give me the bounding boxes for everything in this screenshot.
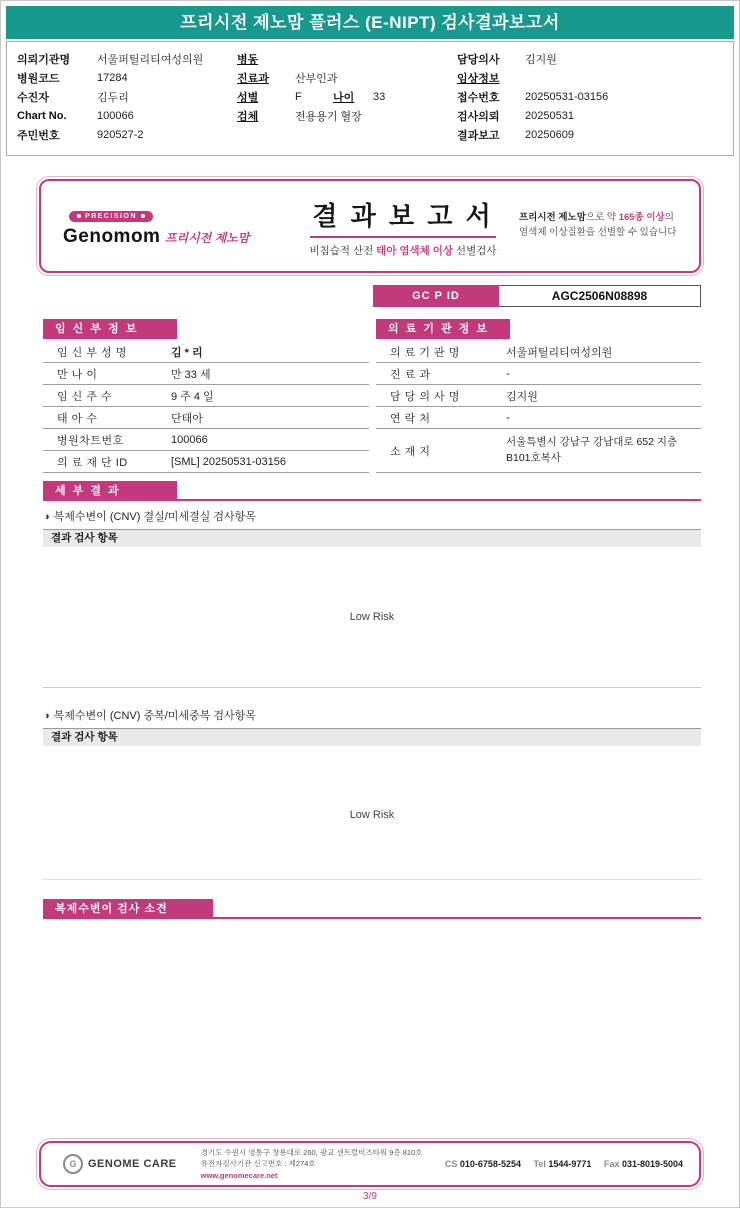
field-requesting-org: 의뢰기관명 서울퍼틸리티여성의원 bbox=[17, 53, 204, 66]
brand-name: Genomom bbox=[63, 226, 161, 247]
footer-address-line2: 유전자검사기관 신고번호 : 제274호 bbox=[200, 1159, 316, 1169]
table-row: 담 당 의 사 명 김지원 bbox=[376, 385, 701, 407]
fax-number: 031-8019-5004 bbox=[621, 1159, 683, 1169]
field-hospital-code: 병원코드 17284 bbox=[17, 71, 128, 85]
patient-header-col-right bbox=[457, 49, 729, 144]
field-test-request-date: 검사의뢰 20250531 bbox=[457, 109, 574, 123]
tel-label: Tel bbox=[533, 1159, 546, 1169]
title-underline bbox=[310, 236, 496, 238]
genomecare-logo-text: GENOME CARE bbox=[88, 1158, 177, 1170]
field-doctor: 담당의사 김지원 bbox=[457, 53, 557, 66]
half-circle-icon: ◑ bbox=[43, 511, 50, 523]
table-row: 태 아 수 단태아 bbox=[43, 407, 369, 429]
gcpid-value: AGC2506N08898 bbox=[499, 285, 701, 307]
field-chart-no: Chart No. 100066 bbox=[17, 109, 134, 122]
table-row: 만 나 이 만 33 세 bbox=[43, 363, 369, 385]
clinic-info-header: 의 료 기 관 정 보 bbox=[376, 319, 510, 339]
genomom-logo bbox=[63, 205, 253, 248]
table-row: 임 신 주 수 9 주 4 일 bbox=[43, 385, 369, 407]
table-row: 의 료 기 관 명 서울퍼틸리티여성의원 bbox=[376, 341, 701, 363]
brand-name-korean: 프리시전 제노맘 bbox=[164, 231, 250, 245]
footer-address-line1: 경기도 수원시 영통구 창룡대로 260, 광교 센트럴비즈타워 9층 810호 bbox=[200, 1148, 423, 1158]
detail-results-header: 세 부 결 과 bbox=[43, 481, 177, 501]
maternal-info-header: 임 신 부 정 보 bbox=[43, 319, 177, 339]
cnv-duplication-heading: ◑ 복제수변이 (CNV) 중복/미세중복 검사항목 bbox=[43, 710, 256, 722]
gcpid-bar bbox=[373, 285, 701, 307]
dot-icon bbox=[141, 214, 145, 218]
table-row: 의 료 재 단 ID [SML] 20250531-03156 bbox=[43, 451, 369, 473]
dot-icon bbox=[77, 214, 81, 218]
field-specimen: 검체 전용용기 혈장 bbox=[237, 110, 362, 123]
patient-header-col-middle bbox=[237, 49, 451, 125]
field-receipt-no: 접수번호 20250531-03156 bbox=[457, 90, 609, 104]
gcpid-label: GC P ID bbox=[373, 285, 499, 307]
cnv-duplication-column-header: 결과 검사 항목 bbox=[43, 728, 701, 746]
section-divider bbox=[43, 879, 701, 880]
screening-tagline: 프리시전 제노맘으로 약 165종 이상의 염색체 이상질환을 선별할 수 있습니다 bbox=[519, 212, 677, 238]
page-number: 3/9 bbox=[363, 1191, 377, 1202]
genomecare-logo-icon: G bbox=[63, 1154, 83, 1174]
fax-label: Fax bbox=[603, 1159, 620, 1169]
cnv-duplication-result: Low Risk bbox=[349, 809, 395, 821]
footer-contacts bbox=[435, 1159, 683, 1169]
cnv-deletion-heading: ◑ 복제수변이 (CNV) 결실/미세결실 검사항목 bbox=[43, 511, 256, 523]
field-sex-age: 성별 F 나이 33 bbox=[237, 90, 386, 104]
report-title: 결 과 보 고 서 bbox=[312, 201, 494, 231]
cs-number: 010-6758-5254 bbox=[459, 1159, 521, 1169]
precision-badge: PRECISION bbox=[69, 211, 153, 222]
table-row: 임 신 부 성 명 김 * 리 bbox=[43, 341, 369, 363]
table-row: 연 락 처 - bbox=[376, 407, 701, 429]
cnv-deletion-column-header: 결과 검사 항목 bbox=[43, 529, 701, 547]
report-subtitle: 비침습적 산전 태아 염색체 이상 선별검사 bbox=[309, 245, 497, 257]
table-row: 병원차트번호 100066 bbox=[43, 429, 369, 451]
detail-header-line bbox=[43, 499, 701, 501]
cs-label: CS bbox=[444, 1159, 458, 1169]
table-row: 진 료 과 - bbox=[376, 363, 701, 385]
field-clinical-info: 임상정보 bbox=[457, 72, 500, 85]
cnv-deletion-result: Low Risk bbox=[349, 611, 395, 623]
genomecare-logo bbox=[63, 1154, 177, 1174]
section-divider bbox=[43, 687, 701, 688]
table-row: 소 재 지 서울특별시 강남구 강남대로 652 지층 B101호복사 bbox=[376, 429, 701, 473]
report-title-block bbox=[289, 196, 517, 258]
footer-address-block bbox=[201, 1147, 423, 1181]
cnv-opinion-header: 복제수변이 검사 소견 bbox=[43, 899, 213, 919]
field-patient-name: 수진자 김두리 bbox=[17, 91, 129, 104]
website-link[interactable]: www.genomecare.net bbox=[200, 1170, 278, 1180]
field-ward: 병동 bbox=[237, 53, 259, 66]
half-circle-icon: ◑ bbox=[43, 710, 50, 722]
clinic-info-table bbox=[376, 341, 701, 473]
report-banner-title: 프리시전 제노맘 플러스 (E-NIPT) 검사결과보고서 bbox=[6, 6, 734, 39]
field-resident-id: 주민번호 920527-2 bbox=[17, 128, 144, 142]
opinion-header-line bbox=[43, 917, 701, 919]
maternal-info-table bbox=[43, 341, 369, 473]
footer-card bbox=[39, 1141, 701, 1187]
patient-header-box bbox=[6, 41, 734, 156]
patient-header-col-left bbox=[17, 49, 231, 144]
field-department: 진료과 산부인과 bbox=[237, 72, 338, 85]
field-result-report-date: 결과보고 20250609 bbox=[457, 128, 574, 142]
report-header-card bbox=[39, 179, 701, 273]
tel-number: 1544-9771 bbox=[548, 1159, 592, 1169]
